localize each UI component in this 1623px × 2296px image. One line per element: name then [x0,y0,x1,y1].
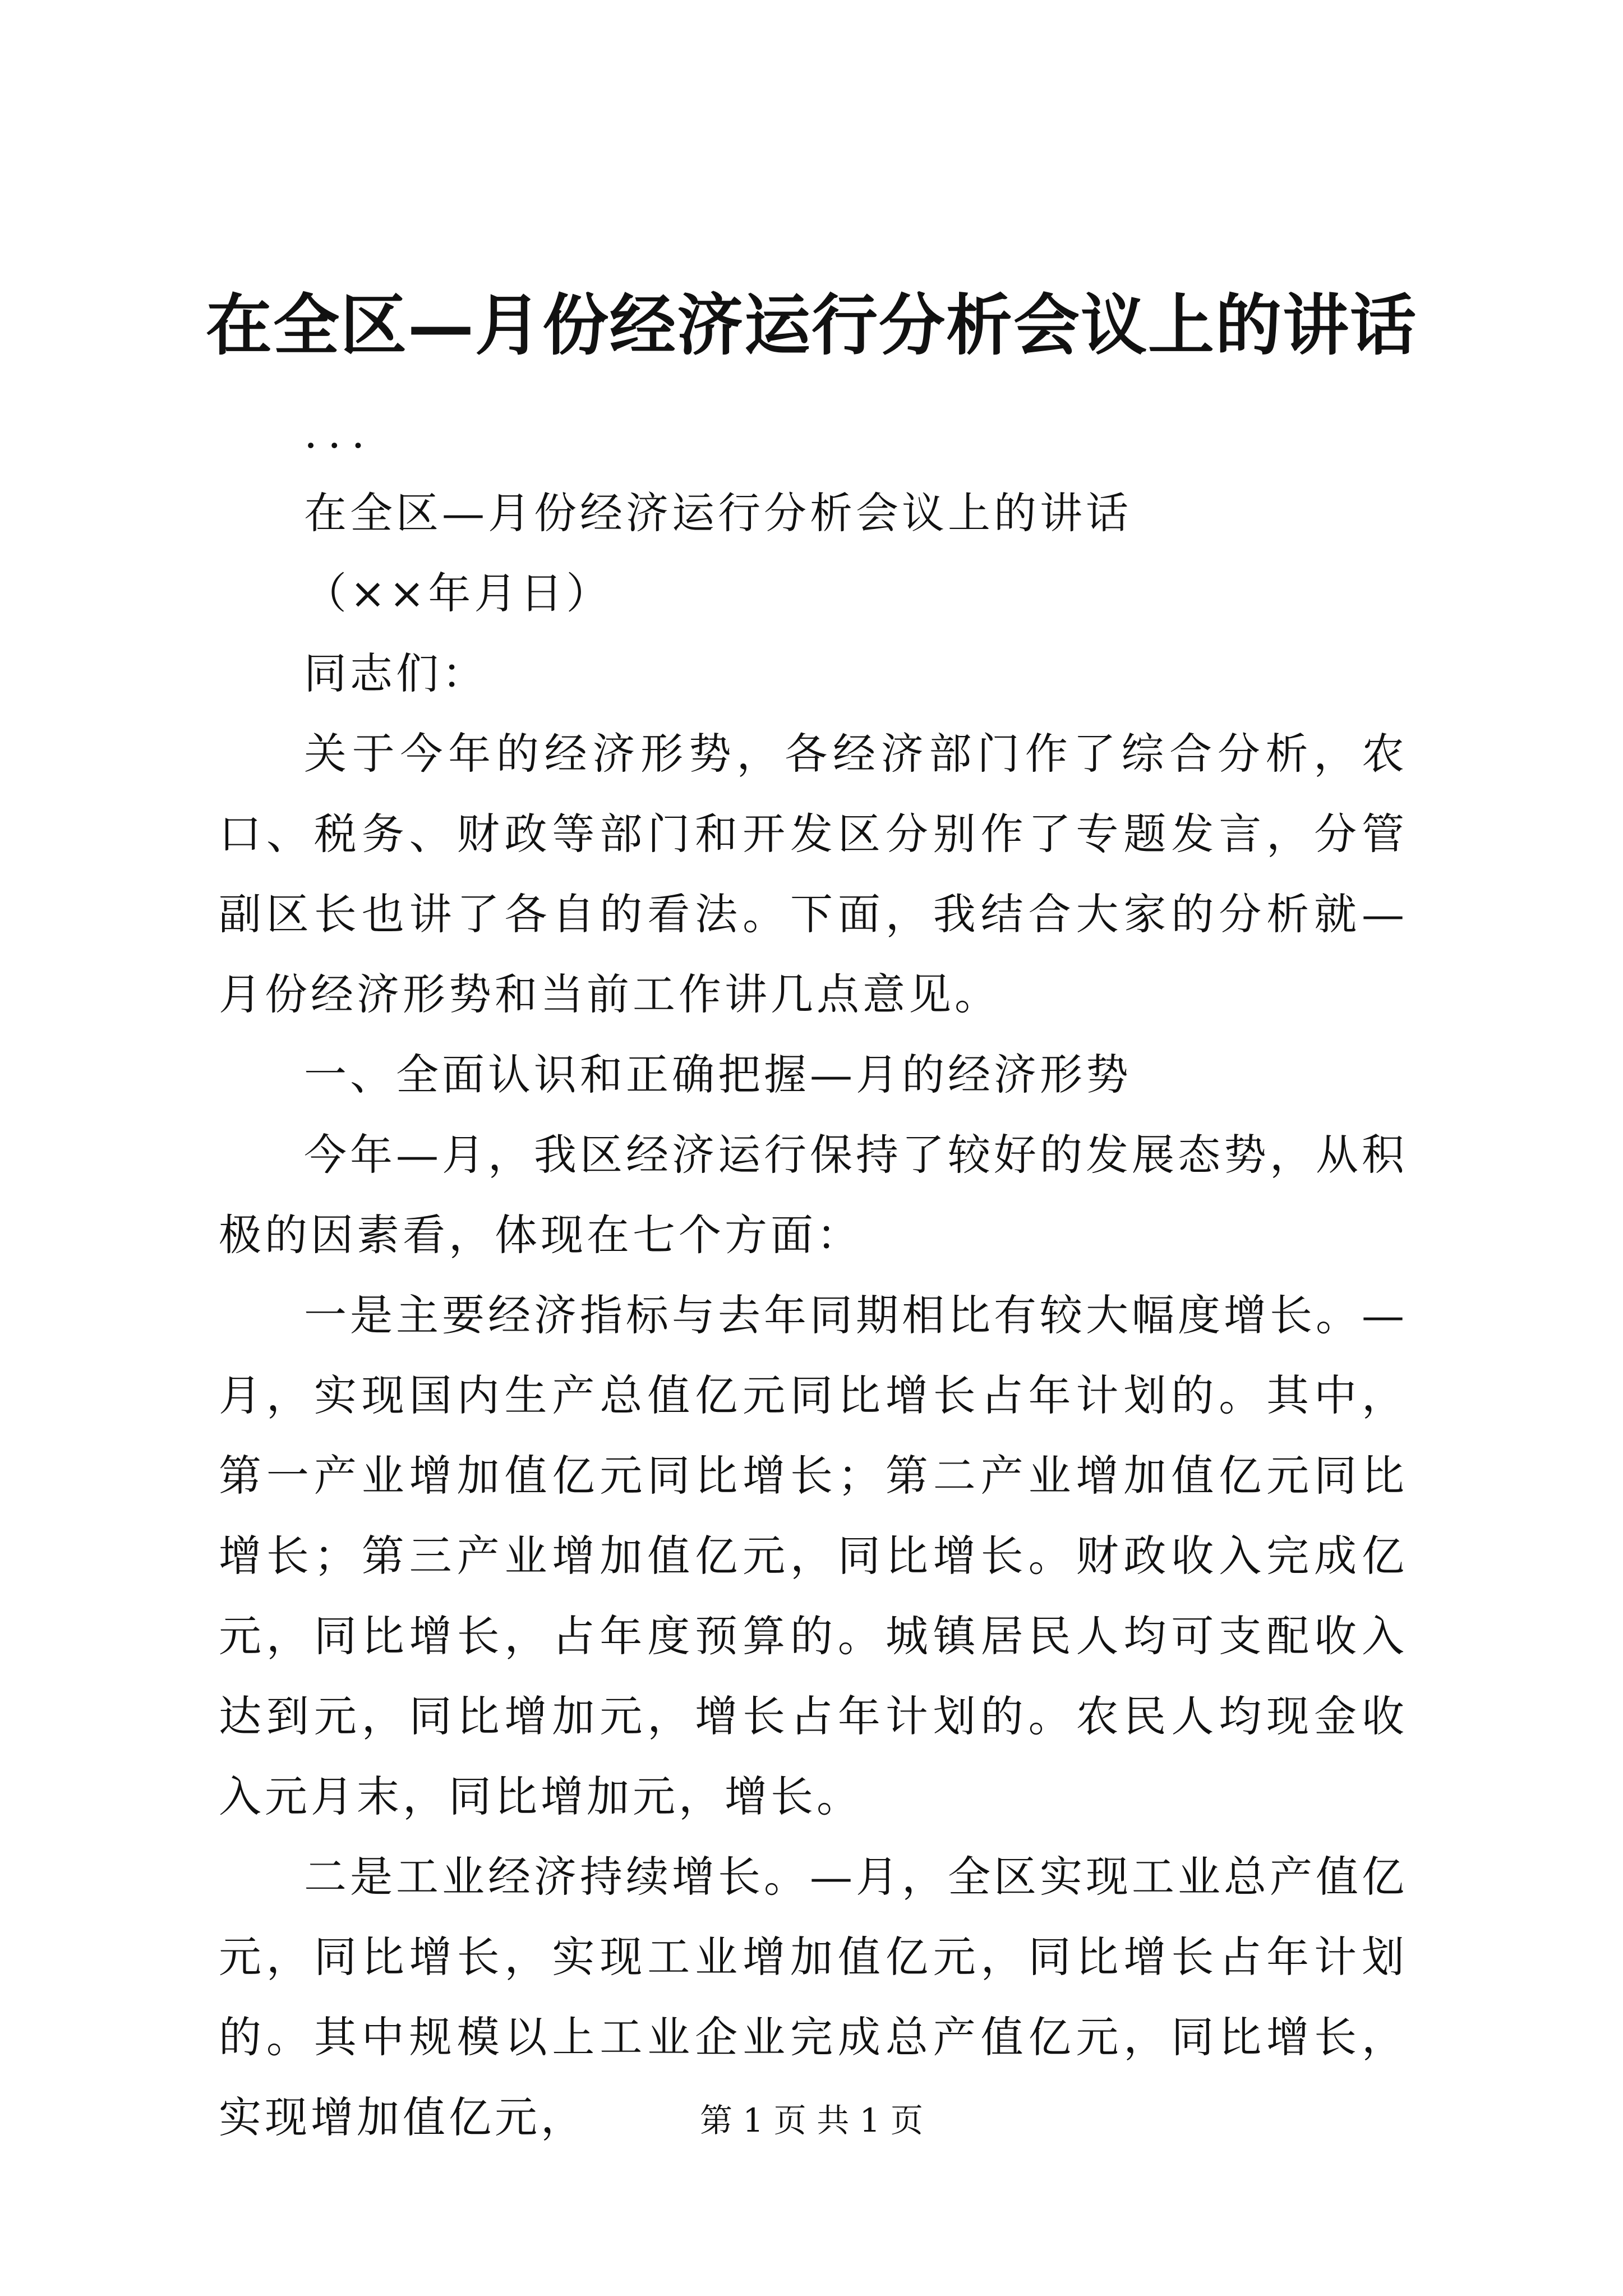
date-paragraph: （××年月日） [304,568,612,618]
point-1-paragraph: 一是主要经济指标与去年同期相比有较大幅度增长。—月，实现国内生产总值亿元同比增长占年计划的。其中，第一产业增加值亿元同比增长；第二产业增加值亿元同比增长；第三产业增加值亿元，同比增长。财政收入完成亿元，同比增长，占年度预算的。城镇居民人均可支配收入达到元，同比增加元，增长占年计划的。农民人均现金收入元月末，同比增加元，增长。 [219,1290,1408,1821]
subtitle-paragraph: 在全区—月份经济运行分析会议上的讲话 [304,488,1132,538]
document-title: 在全区—月份经济运行分析会议上的讲话 [205,286,1417,364]
section-heading-1: 一、全面认识和正确把握—月的经济形势 [304,1050,1132,1099]
intro-paragraph: 关于今年的经济形势，各经济部门作了综合分析，农口、税务、财政等部门和开发区分别作了专题发言，分管副区长也讲了各自的看法。下面，我结合大家的分析就—月份经济形势和当前工作讲几点意见。 [219,729,1408,1019]
salutation-paragraph: 同志们： [304,648,488,698]
page-footer: 第 1 页 共 1 页 [700,2101,923,2139]
ellipsis-marker: ... [304,408,375,458]
document-body [219,393,1408,2157]
overview-paragraph: 今年—月，我区经济运行保持了较好的发展态势，从积极的因素看，体现在七个方面： [219,1130,1408,1260]
point-2-paragraph: 二是工业经济持续增长。—月，全区实现工业总产值亿元，同比增长，实现工业增加值亿元，同比增长占年计划的。其中规模以上工业企业完成总产值亿元，同比增长，实现增加值亿元， [219,1852,1408,2142]
